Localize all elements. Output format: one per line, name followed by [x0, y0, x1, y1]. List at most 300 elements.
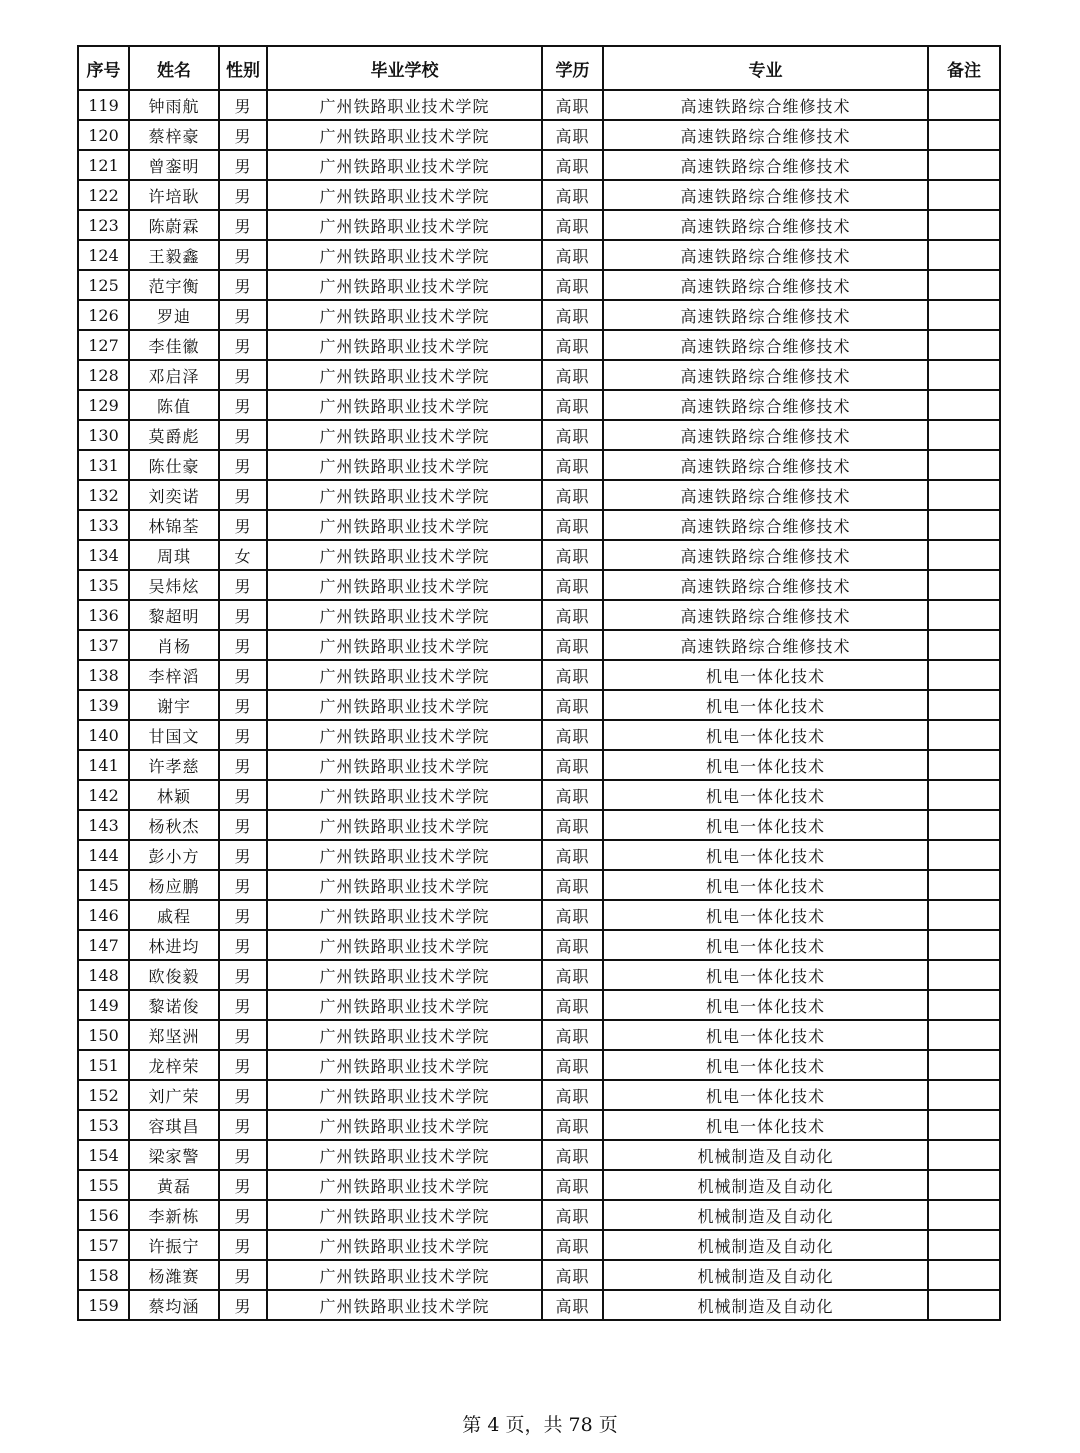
cell-education: 高职	[542, 1080, 603, 1110]
cell-school: 广州铁路职业技术学院	[267, 630, 542, 660]
cell-major: 机械制造及自动化	[603, 1260, 928, 1290]
cell-education: 高职	[542, 420, 603, 450]
table-row	[78, 1020, 1000, 1050]
table-row	[78, 450, 1000, 480]
cell-school: 广州铁路职业技术学院	[267, 210, 542, 240]
cell-index: 137	[78, 630, 129, 660]
cell-gender: 男	[219, 1050, 267, 1080]
table-row	[78, 630, 1000, 660]
cell-remarks	[928, 180, 1000, 210]
header-education: 学历	[542, 46, 603, 90]
cell-major: 高速铁路综合维修技术	[603, 570, 928, 600]
cell-remarks	[928, 630, 1000, 660]
table-row	[78, 1260, 1000, 1290]
cell-name: 杨秋杰	[129, 810, 219, 840]
cell-education: 高职	[542, 150, 603, 180]
cell-index: 129	[78, 390, 129, 420]
table-header	[78, 46, 1000, 90]
cell-gender: 男	[219, 240, 267, 270]
cell-index: 119	[78, 90, 129, 120]
cell-gender: 男	[219, 90, 267, 120]
cell-name: 黄磊	[129, 1170, 219, 1200]
cell-index: 142	[78, 780, 129, 810]
cell-major: 机械制造及自动化	[603, 1140, 928, 1170]
cell-name: 李新栋	[129, 1200, 219, 1230]
cell-major: 机电一体化技术	[603, 1020, 928, 1050]
table-row	[78, 1080, 1000, 1110]
cell-education: 高职	[542, 810, 603, 840]
cell-name: 李佳徽	[129, 330, 219, 360]
table-row	[78, 1170, 1000, 1200]
cell-education: 高职	[542, 180, 603, 210]
cell-education: 高职	[542, 120, 603, 150]
cell-school: 广州铁路职业技术学院	[267, 1200, 542, 1230]
cell-remarks	[928, 1050, 1000, 1080]
cell-major: 机电一体化技术	[603, 720, 928, 750]
cell-remarks	[928, 90, 1000, 120]
cell-remarks	[928, 1110, 1000, 1140]
cell-remarks	[928, 840, 1000, 870]
cell-name: 范宇衡	[129, 270, 219, 300]
cell-name: 陈蔚霖	[129, 210, 219, 240]
cell-gender: 男	[219, 1020, 267, 1050]
cell-remarks	[928, 1260, 1000, 1290]
cell-name: 周琪	[129, 540, 219, 570]
cell-index: 158	[78, 1260, 129, 1290]
cell-school: 广州铁路职业技术学院	[267, 390, 542, 420]
cell-index: 141	[78, 750, 129, 780]
cell-index: 120	[78, 120, 129, 150]
cell-major: 机电一体化技术	[603, 960, 928, 990]
cell-name: 莫爵彪	[129, 420, 219, 450]
cell-school: 广州铁路职业技术学院	[267, 750, 542, 780]
table-row	[78, 990, 1000, 1020]
cell-major: 高速铁路综合维修技术	[603, 270, 928, 300]
cell-gender: 男	[219, 420, 267, 450]
cell-name: 蔡均涵	[129, 1290, 219, 1320]
cell-name: 许振宁	[129, 1230, 219, 1260]
cell-major: 机电一体化技术	[603, 1110, 928, 1140]
cell-education: 高职	[542, 600, 603, 630]
cell-name: 杨潍赛	[129, 1260, 219, 1290]
cell-index: 139	[78, 690, 129, 720]
header-name: 姓名	[129, 46, 219, 90]
cell-school: 广州铁路职业技术学院	[267, 330, 542, 360]
cell-remarks	[928, 150, 1000, 180]
cell-education: 高职	[542, 1230, 603, 1260]
cell-name: 王毅鑫	[129, 240, 219, 270]
cell-major: 机电一体化技术	[603, 990, 928, 1020]
cell-school: 广州铁路职业技术学院	[267, 510, 542, 540]
cell-gender: 男	[219, 990, 267, 1020]
table-row	[78, 930, 1000, 960]
cell-name: 许孝慈	[129, 750, 219, 780]
cell-education: 高职	[542, 660, 603, 690]
cell-major: 机电一体化技术	[603, 900, 928, 930]
cell-major: 机电一体化技术	[603, 690, 928, 720]
table-row	[78, 390, 1000, 420]
table-row	[78, 960, 1000, 990]
cell-school: 广州铁路职业技术学院	[267, 450, 542, 480]
table-row	[78, 870, 1000, 900]
cell-gender: 男	[219, 300, 267, 330]
cell-school: 广州铁路职业技术学院	[267, 180, 542, 210]
cell-school: 广州铁路职业技术学院	[267, 150, 542, 180]
cell-school: 广州铁路职业技术学院	[267, 300, 542, 330]
cell-major: 机械制造及自动化	[603, 1230, 928, 1260]
cell-index: 140	[78, 720, 129, 750]
cell-gender: 男	[219, 630, 267, 660]
cell-major: 机械制造及自动化	[603, 1170, 928, 1200]
cell-school: 广州铁路职业技术学院	[267, 120, 542, 150]
cell-school: 广州铁路职业技术学院	[267, 960, 542, 990]
cell-gender: 男	[219, 450, 267, 480]
table-row	[78, 360, 1000, 390]
cell-index: 135	[78, 570, 129, 600]
cell-gender: 男	[219, 1200, 267, 1230]
cell-education: 高职	[542, 720, 603, 750]
cell-gender: 男	[219, 960, 267, 990]
cell-gender: 男	[219, 270, 267, 300]
cell-education: 高职	[542, 540, 603, 570]
table-row	[78, 180, 1000, 210]
cell-school: 广州铁路职业技术学院	[267, 1230, 542, 1260]
cell-major: 高速铁路综合维修技术	[603, 330, 928, 360]
cell-gender: 男	[219, 1110, 267, 1140]
cell-index: 155	[78, 1170, 129, 1200]
cell-index: 148	[78, 960, 129, 990]
cell-gender: 男	[219, 510, 267, 540]
cell-education: 高职	[542, 930, 603, 960]
header-major: 专业	[603, 46, 928, 90]
cell-school: 广州铁路职业技术学院	[267, 900, 542, 930]
cell-gender: 女	[219, 540, 267, 570]
cell-major: 机电一体化技术	[603, 840, 928, 870]
cell-school: 广州铁路职业技术学院	[267, 1260, 542, 1290]
cell-education: 高职	[542, 1290, 603, 1320]
cell-gender: 男	[219, 900, 267, 930]
cell-gender: 男	[219, 210, 267, 240]
cell-school: 广州铁路职业技术学院	[267, 270, 542, 300]
cell-gender: 男	[219, 1080, 267, 1110]
cell-name: 梁家警	[129, 1140, 219, 1170]
cell-name: 肖杨	[129, 630, 219, 660]
cell-name: 黎超明	[129, 600, 219, 630]
table-row	[78, 600, 1000, 630]
cell-major: 机电一体化技术	[603, 660, 928, 690]
cell-school: 广州铁路职业技术学院	[267, 720, 542, 750]
table-row	[78, 660, 1000, 690]
cell-school: 广州铁路职业技术学院	[267, 690, 542, 720]
cell-education: 高职	[542, 1200, 603, 1230]
cell-remarks	[928, 120, 1000, 150]
cell-school: 广州铁路职业技术学院	[267, 870, 542, 900]
cell-education: 高职	[542, 960, 603, 990]
cell-name: 曾銮明	[129, 150, 219, 180]
cell-index: 157	[78, 1230, 129, 1260]
cell-name: 刘奕诺	[129, 480, 219, 510]
cell-major: 高速铁路综合维修技术	[603, 420, 928, 450]
cell-school: 广州铁路职业技术学院	[267, 990, 542, 1020]
table-row	[78, 510, 1000, 540]
cell-school: 广州铁路职业技术学院	[267, 1110, 542, 1140]
cell-school: 广州铁路职业技术学院	[267, 1020, 542, 1050]
table-row	[78, 540, 1000, 570]
cell-remarks	[928, 780, 1000, 810]
table-row	[78, 1050, 1000, 1080]
cell-index: 149	[78, 990, 129, 1020]
table-row	[78, 570, 1000, 600]
cell-school: 广州铁路职业技术学院	[267, 930, 542, 960]
cell-remarks	[928, 330, 1000, 360]
table-row	[78, 1200, 1000, 1230]
cell-major: 高速铁路综合维修技术	[603, 210, 928, 240]
cell-index: 154	[78, 1140, 129, 1170]
cell-major: 机械制造及自动化	[603, 1200, 928, 1230]
cell-major: 高速铁路综合维修技术	[603, 630, 928, 660]
cell-major: 高速铁路综合维修技术	[603, 300, 928, 330]
cell-school: 广州铁路职业技术学院	[267, 240, 542, 270]
cell-name: 许培耿	[129, 180, 219, 210]
cell-index: 152	[78, 1080, 129, 1110]
cell-name: 邓启泽	[129, 360, 219, 390]
cell-major: 机电一体化技术	[603, 810, 928, 840]
table-row	[78, 750, 1000, 780]
cell-major: 高速铁路综合维修技术	[603, 120, 928, 150]
cell-index: 121	[78, 150, 129, 180]
cell-school: 广州铁路职业技术学院	[267, 540, 542, 570]
table-row	[78, 810, 1000, 840]
cell-major: 机电一体化技术	[603, 1050, 928, 1080]
header-index: 序号	[78, 46, 129, 90]
cell-education: 高职	[542, 1260, 603, 1290]
roster-table	[77, 45, 1001, 1321]
cell-school: 广州铁路职业技术学院	[267, 1140, 542, 1170]
cell-remarks	[928, 1170, 1000, 1200]
table-row	[78, 90, 1000, 120]
cell-school: 广州铁路职业技术学院	[267, 420, 542, 450]
cell-name: 黎诺俊	[129, 990, 219, 1020]
table-row	[78, 240, 1000, 270]
cell-remarks	[928, 660, 1000, 690]
cell-gender: 男	[219, 600, 267, 630]
cell-remarks	[928, 240, 1000, 270]
cell-remarks	[928, 690, 1000, 720]
cell-gender: 男	[219, 840, 267, 870]
table-row	[78, 270, 1000, 300]
cell-school: 广州铁路职业技术学院	[267, 480, 542, 510]
cell-major: 机电一体化技术	[603, 1080, 928, 1110]
cell-major: 机电一体化技术	[603, 750, 928, 780]
cell-index: 131	[78, 450, 129, 480]
cell-education: 高职	[542, 570, 603, 600]
cell-remarks	[928, 1140, 1000, 1170]
cell-gender: 男	[219, 1260, 267, 1290]
cell-education: 高职	[542, 510, 603, 540]
cell-education: 高职	[542, 900, 603, 930]
cell-index: 127	[78, 330, 129, 360]
cell-gender: 男	[219, 150, 267, 180]
cell-major: 机械制造及自动化	[603, 1290, 928, 1320]
cell-major: 高速铁路综合维修技术	[603, 600, 928, 630]
cell-index: 123	[78, 210, 129, 240]
cell-name: 容琪昌	[129, 1110, 219, 1140]
cell-education: 高职	[542, 270, 603, 300]
cell-major: 高速铁路综合维修技术	[603, 450, 928, 480]
cell-remarks	[928, 870, 1000, 900]
table-row	[78, 720, 1000, 750]
cell-remarks	[928, 1080, 1000, 1110]
cell-index: 124	[78, 240, 129, 270]
cell-name: 陈值	[129, 390, 219, 420]
table-row	[78, 1290, 1000, 1320]
cell-remarks	[928, 900, 1000, 930]
cell-education: 高职	[542, 240, 603, 270]
cell-remarks	[928, 930, 1000, 960]
cell-gender: 男	[219, 390, 267, 420]
cell-index: 122	[78, 180, 129, 210]
cell-remarks	[928, 600, 1000, 630]
cell-education: 高职	[542, 480, 603, 510]
cell-name: 欧俊毅	[129, 960, 219, 990]
cell-gender: 男	[219, 720, 267, 750]
cell-school: 广州铁路职业技术学院	[267, 600, 542, 630]
cell-school: 广州铁路职业技术学院	[267, 1050, 542, 1080]
cell-education: 高职	[542, 840, 603, 870]
cell-index: 126	[78, 300, 129, 330]
cell-education: 高职	[542, 1110, 603, 1140]
cell-school: 广州铁路职业技术学院	[267, 1080, 542, 1110]
cell-education: 高职	[542, 1140, 603, 1170]
cell-name: 蔡梓豪	[129, 120, 219, 150]
cell-remarks	[928, 540, 1000, 570]
cell-school: 广州铁路职业技术学院	[267, 810, 542, 840]
cell-name: 林锦荃	[129, 510, 219, 540]
cell-name: 吴炜炫	[129, 570, 219, 600]
header-school: 毕业学校	[267, 46, 542, 90]
cell-education: 高职	[542, 210, 603, 240]
cell-education: 高职	[542, 1050, 603, 1080]
cell-remarks	[928, 750, 1000, 780]
cell-index: 134	[78, 540, 129, 570]
cell-name: 谢宇	[129, 690, 219, 720]
cell-remarks	[928, 960, 1000, 990]
cell-major: 高速铁路综合维修技术	[603, 510, 928, 540]
cell-remarks	[928, 300, 1000, 330]
cell-major: 高速铁路综合维修技术	[603, 240, 928, 270]
cell-remarks	[928, 510, 1000, 540]
table-row	[78, 300, 1000, 330]
cell-name: 郑坚洲	[129, 1020, 219, 1050]
cell-education: 高职	[542, 870, 603, 900]
table-row	[78, 1140, 1000, 1170]
cell-education: 高职	[542, 780, 603, 810]
table-row	[78, 150, 1000, 180]
cell-education: 高职	[542, 1170, 603, 1200]
cell-major: 高速铁路综合维修技术	[603, 390, 928, 420]
table-row	[78, 1230, 1000, 1260]
cell-index: 159	[78, 1290, 129, 1320]
cell-name: 林颖	[129, 780, 219, 810]
cell-remarks	[928, 1020, 1000, 1050]
cell-index: 143	[78, 810, 129, 840]
cell-major: 机电一体化技术	[603, 930, 928, 960]
cell-index: 130	[78, 420, 129, 450]
table-row	[78, 690, 1000, 720]
cell-index: 146	[78, 900, 129, 930]
cell-name: 李梓滔	[129, 660, 219, 690]
cell-gender: 男	[219, 1140, 267, 1170]
cell-gender: 男	[219, 810, 267, 840]
table-row	[78, 420, 1000, 450]
cell-school: 广州铁路职业技术学院	[267, 90, 542, 120]
cell-major: 高速铁路综合维修技术	[603, 180, 928, 210]
table-row	[78, 780, 1000, 810]
cell-remarks	[928, 1230, 1000, 1260]
cell-remarks	[928, 450, 1000, 480]
cell-name: 彭小方	[129, 840, 219, 870]
cell-education: 高职	[542, 1020, 603, 1050]
cell-name: 甘国文	[129, 720, 219, 750]
cell-remarks	[928, 720, 1000, 750]
cell-education: 高职	[542, 390, 603, 420]
header-gender: 性别	[219, 46, 267, 90]
cell-major: 机电一体化技术	[603, 780, 928, 810]
cell-remarks	[928, 360, 1000, 390]
cell-index: 144	[78, 840, 129, 870]
table-row	[78, 330, 1000, 360]
cell-index: 125	[78, 270, 129, 300]
cell-school: 广州铁路职业技术学院	[267, 780, 542, 810]
cell-major: 机电一体化技术	[603, 870, 928, 900]
cell-education: 高职	[542, 360, 603, 390]
cell-index: 132	[78, 480, 129, 510]
cell-name: 杨应鹏	[129, 870, 219, 900]
table-row	[78, 480, 1000, 510]
cell-education: 高职	[542, 630, 603, 660]
cell-education: 高职	[542, 90, 603, 120]
cell-index: 138	[78, 660, 129, 690]
cell-major: 高速铁路综合维修技术	[603, 540, 928, 570]
cell-school: 广州铁路职业技术学院	[267, 840, 542, 870]
cell-school: 广州铁路职业技术学院	[267, 1170, 542, 1200]
cell-index: 133	[78, 510, 129, 540]
cell-remarks	[928, 210, 1000, 240]
table-row	[78, 840, 1000, 870]
cell-major: 高速铁路综合维修技术	[603, 150, 928, 180]
cell-education: 高职	[542, 750, 603, 780]
cell-remarks	[928, 1200, 1000, 1230]
cell-major: 高速铁路综合维修技术	[603, 90, 928, 120]
cell-index: 150	[78, 1020, 129, 1050]
cell-name: 罗迪	[129, 300, 219, 330]
cell-gender: 男	[219, 570, 267, 600]
cell-name: 戚程	[129, 900, 219, 930]
cell-major: 高速铁路综合维修技术	[603, 360, 928, 390]
cell-name: 钟雨航	[129, 90, 219, 120]
cell-gender: 男	[219, 180, 267, 210]
cell-gender: 男	[219, 480, 267, 510]
cell-index: 147	[78, 930, 129, 960]
cell-remarks	[928, 480, 1000, 510]
cell-remarks	[928, 390, 1000, 420]
cell-name: 林进均	[129, 930, 219, 960]
cell-gender: 男	[219, 930, 267, 960]
cell-name: 龙梓荣	[129, 1050, 219, 1080]
cell-education: 高职	[542, 690, 603, 720]
cell-gender: 男	[219, 690, 267, 720]
cell-education: 高职	[542, 330, 603, 360]
